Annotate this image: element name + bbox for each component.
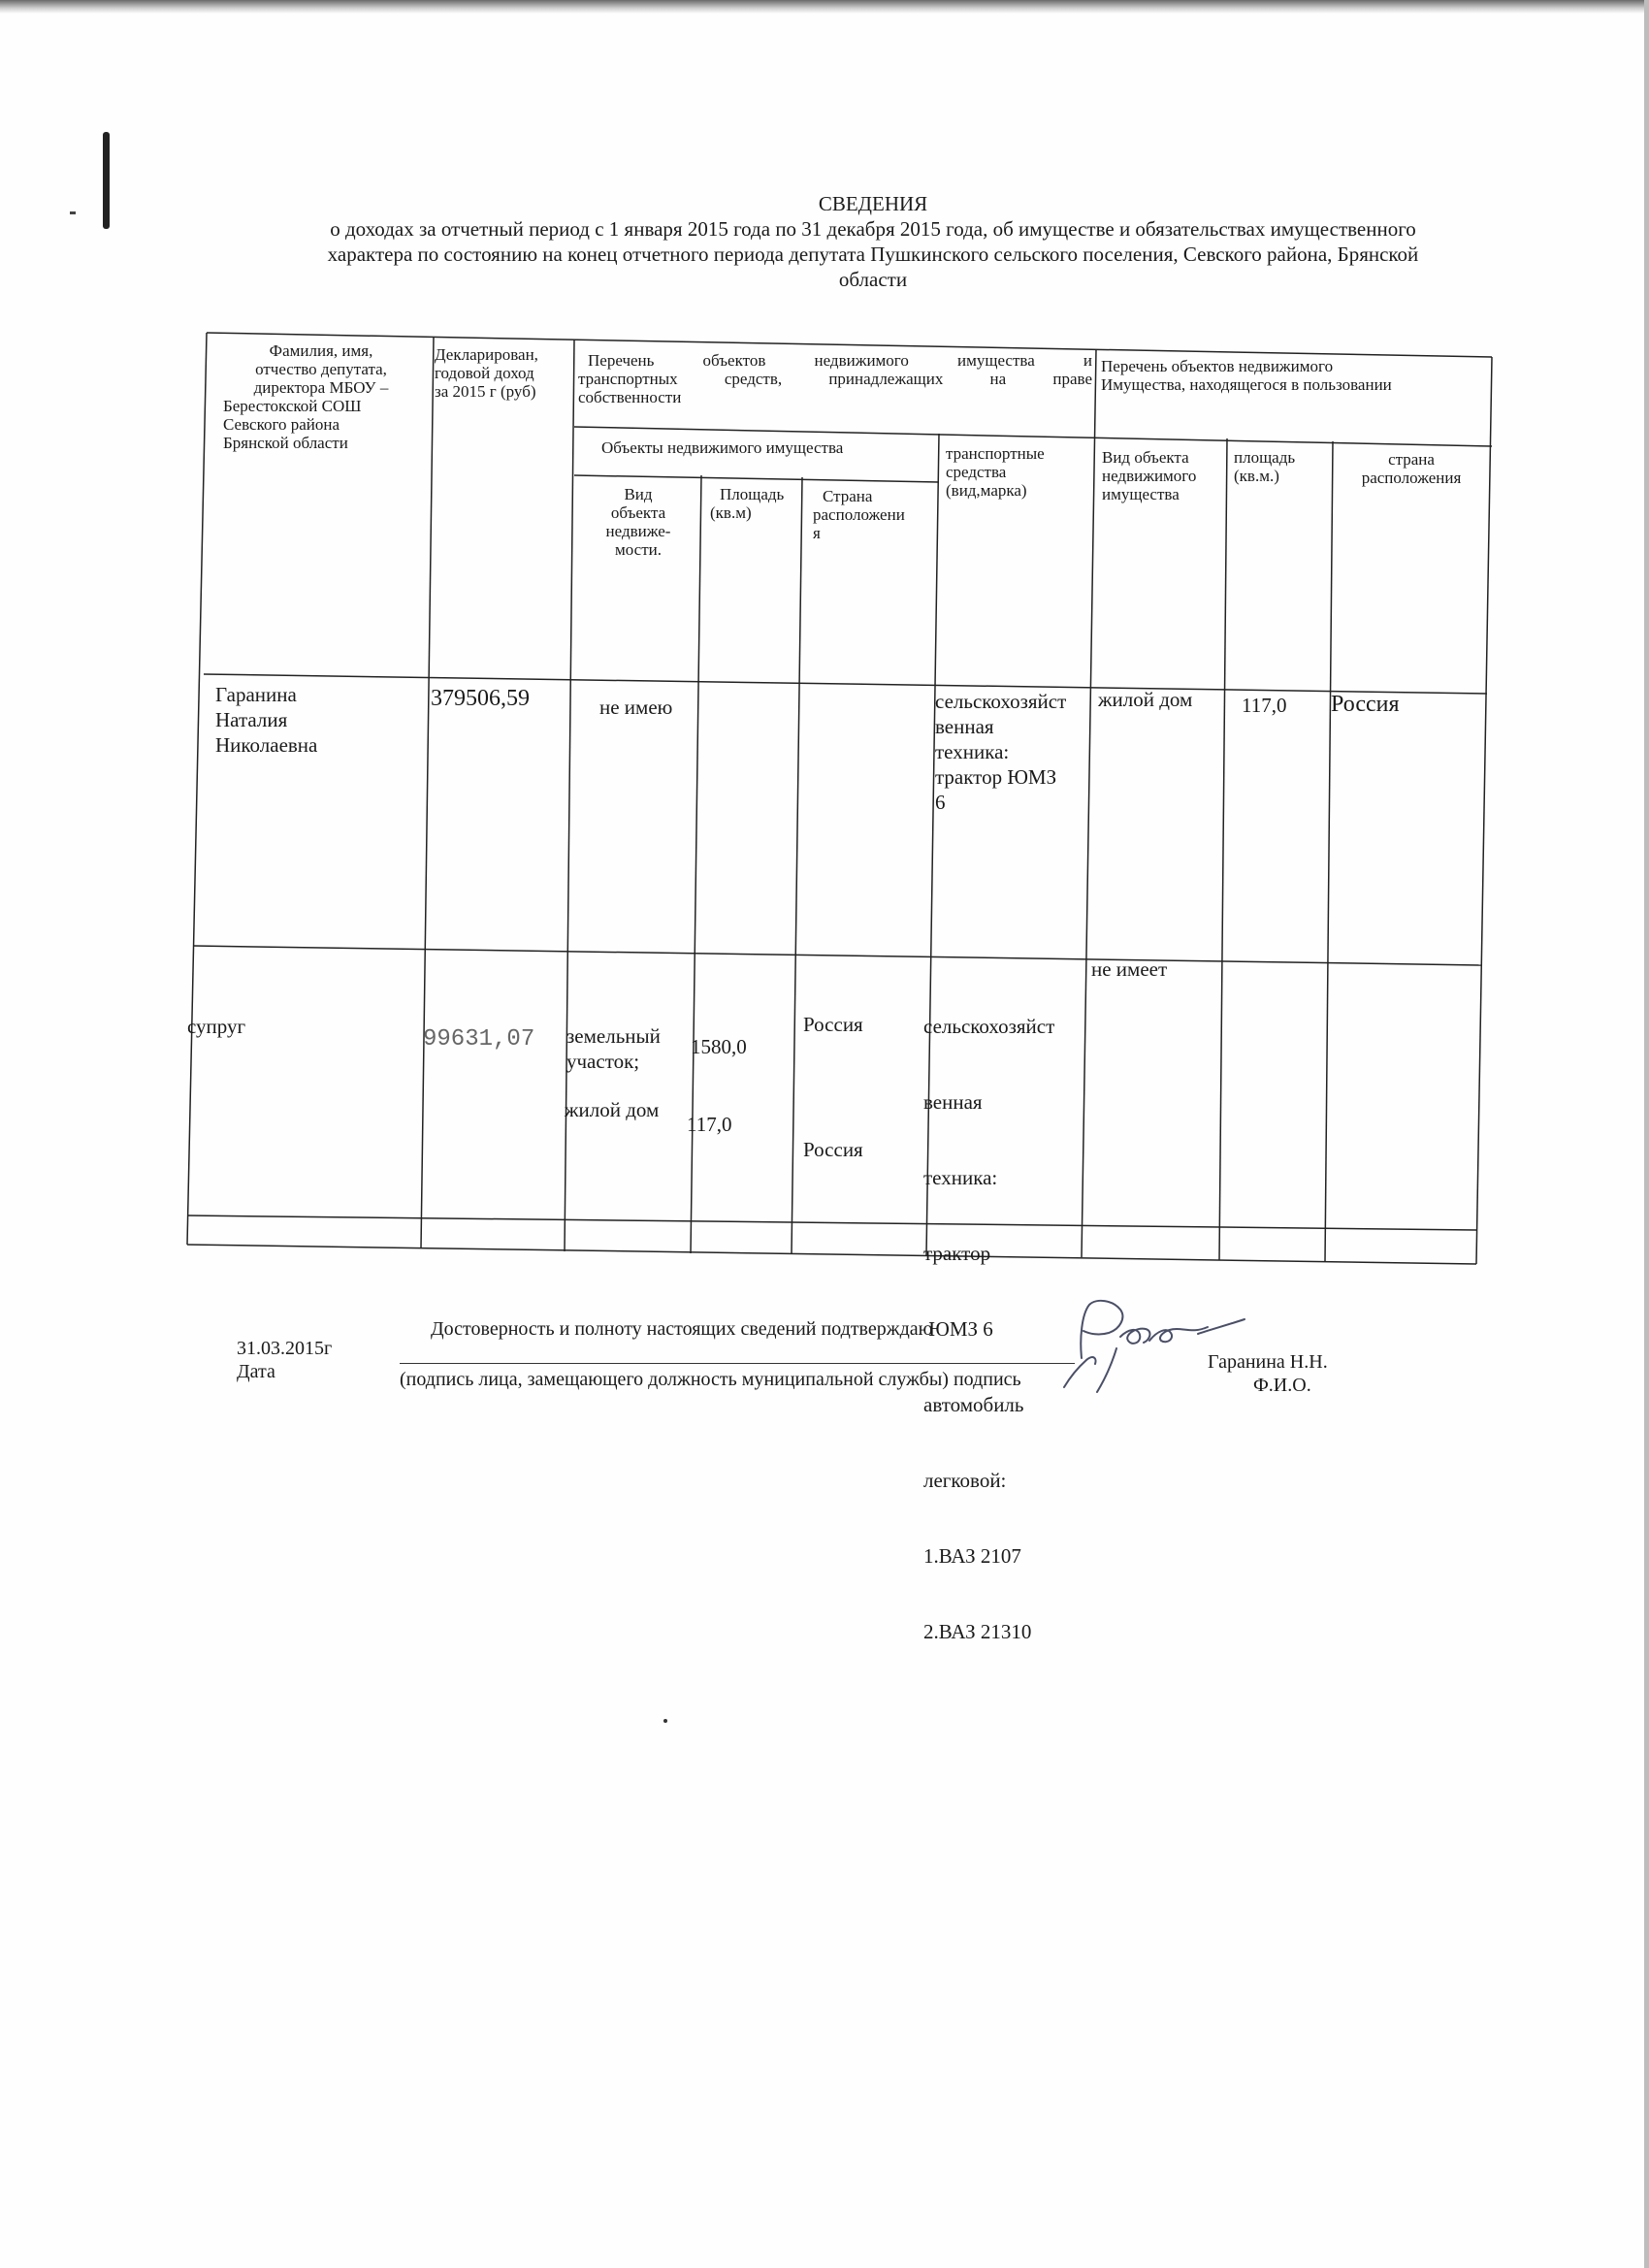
- header-income: [435, 345, 572, 401]
- row1-name-line: Наталия: [215, 708, 288, 731]
- header-name-line: отчество депутата,: [255, 360, 387, 378]
- col-line-8: [1325, 441, 1333, 1262]
- row2-transport-line: венная: [923, 1090, 983, 1114]
- header-transport-line: транспортные: [946, 444, 1045, 463]
- header-used-country-line: расположения: [1361, 469, 1462, 487]
- header-used-area-line: (кв.м.): [1234, 467, 1279, 485]
- footer-fio: Гаранина Н.Н.: [1208, 1351, 1328, 1373]
- row1-owned-type: не имею: [599, 696, 673, 719]
- row2-name: супруг: [187, 1015, 246, 1038]
- header-used-area-line: площадь: [1234, 448, 1296, 467]
- header-name-line: директора МБОУ –: [253, 378, 389, 397]
- handwritten-signature: [1052, 1290, 1256, 1397]
- table-bottom-line-2: [187, 1245, 1476, 1264]
- row2-owned-country-1: Россия: [803, 1013, 863, 1036]
- header-owned-line: Перечень объектов недвижимого имущества и: [588, 351, 1092, 370]
- header-owned-country-line: расположени: [813, 505, 905, 524]
- row1-transport-line: сельскохозяйст: [935, 690, 1067, 713]
- row1-income: 379506,59: [431, 686, 530, 711]
- row2-owned-type-line: участок;: [566, 1050, 640, 1073]
- table-bottom-line-1: [187, 1215, 1476, 1230]
- header-name-line: Фамилия, имя,: [269, 341, 373, 360]
- document-title: СВЕДЕНИЯ: [818, 192, 928, 215]
- document-subtitle-line-1: о доходах за отчетный период с 1 января 2015 года по 31 декабря 2015 года, об имуществе и обязательствах имущественного: [330, 217, 1416, 241]
- header-owned-type: [580, 485, 696, 559]
- header-used-country-line: страна: [1388, 450, 1435, 469]
- header-owned-area-line: Площадь: [720, 485, 785, 503]
- header-name-line: Брянской области: [223, 434, 348, 452]
- header-used-area: [1234, 448, 1331, 485]
- signature-line: [400, 1363, 1075, 1364]
- stray-dot: [663, 1719, 667, 1723]
- row1-transport-line: 6: [935, 791, 946, 814]
- row2-transport-line: трактор: [923, 1242, 991, 1265]
- row2-transport-line: техника:: [923, 1166, 998, 1189]
- header-used-type: [1102, 448, 1223, 503]
- header-used-line: Перечень объектов недвижимого: [1101, 357, 1334, 375]
- document-subtitle-line-2: характера по состоянию на конец отчетного периода депутата Пушкинского сельского поселения, Севского района, Брянской: [327, 243, 1419, 266]
- document-subtitle-line-3: области: [838, 268, 908, 291]
- header-used-type-line: недвижимого: [1102, 467, 1197, 485]
- row1-transport: [935, 689, 1090, 815]
- row2-owned-type-line: земельный: [566, 1024, 661, 1048]
- row2-transport-line: сельскохозяйст: [923, 1015, 1055, 1038]
- row2-owned-area-2: 117,0: [687, 1113, 732, 1136]
- binder-mark: [103, 132, 110, 229]
- header-used-type-line: имущества: [1102, 485, 1180, 503]
- row-separator: [194, 946, 1482, 965]
- header-transport-line: средства: [946, 463, 1007, 481]
- header-transport: [946, 444, 1091, 500]
- header-used-type-line: Вид объекта: [1102, 448, 1189, 467]
- header-name-line: Берестокской СОШ: [223, 397, 362, 415]
- row1-name-line: Гаранина: [215, 683, 297, 706]
- row2-owned-type-1: [566, 1023, 693, 1074]
- scan-top-edge: [0, 0, 1649, 14]
- scan-right-edge: [1644, 0, 1649, 2268]
- header-owned-line: собственности: [578, 388, 682, 406]
- row1-transport-line: венная: [935, 715, 994, 738]
- header-owned-area-line: (кв.м): [710, 503, 752, 522]
- header-realty-sub: Объекты недвижимого имущества: [601, 438, 844, 457]
- header-income-line: за 2015 г (руб): [435, 382, 536, 401]
- table-left-border: [187, 333, 207, 1245]
- header-name-line: Севского района: [223, 415, 340, 434]
- row2-owned-country-2: Россия: [803, 1138, 863, 1161]
- header-income-line: годовой доход: [435, 364, 534, 382]
- binder-dot: [70, 211, 76, 214]
- row1-used-type: жилой дом: [1098, 688, 1193, 711]
- row2-transport-line: 2.ВАЗ 21310: [923, 1620, 1032, 1643]
- row1-name-line: Николаевна: [215, 733, 318, 757]
- row2-used-type: не имеет: [1091, 957, 1168, 981]
- row1-used-area: 117,0: [1242, 694, 1287, 717]
- header-owned-country: [813, 487, 939, 542]
- row1-transport-line: трактор ЮМЗ: [935, 765, 1057, 789]
- col-line-1: [421, 337, 434, 1248]
- footer-fio-label: Ф.И.О.: [1253, 1375, 1311, 1396]
- row2-owned-type-2: жилой дом: [565, 1098, 660, 1121]
- row2-owned-area-1: 1580,0: [691, 1035, 747, 1058]
- header-name: [213, 341, 429, 452]
- header-used-country: [1339, 450, 1484, 487]
- table-right-border: [1476, 357, 1492, 1264]
- row2-transport-line: автомобиль: [923, 1393, 1024, 1416]
- header-used-line: Имущества, находящегося в пользовании: [1101, 375, 1392, 394]
- header-owned-type-line: объекта: [610, 503, 666, 522]
- row1-transport-line: техника:: [935, 740, 1010, 763]
- row2-income: 99631,07: [423, 1026, 535, 1053]
- footer-sign-caption: (подпись лица, замещающего должность муниципальной службы) подпись: [400, 1369, 1021, 1390]
- header-owned-area: [710, 485, 799, 522]
- row2-transport-line: 1.ВАЗ 2107: [923, 1544, 1021, 1568]
- col-line-7: [1219, 438, 1227, 1260]
- footer-confirm-text: Достоверность и полноту настоящих сведений подтверждаю: [431, 1318, 933, 1340]
- header-used-group: [1101, 357, 1489, 394]
- header-rule-2: [574, 475, 939, 482]
- header-owned-type-line: Вид: [624, 485, 653, 503]
- row2-transport-line: легковой:: [923, 1469, 1007, 1492]
- row2-transport-line: ЮМЗ 6: [923, 1317, 993, 1341]
- footer-date: 31.03.2015г: [237, 1338, 333, 1359]
- header-owned-type-line: недвиже-: [605, 522, 671, 540]
- col-line-5: [792, 477, 802, 1254]
- footer-date-label: Дата: [237, 1361, 275, 1382]
- header-owned-type-line: мости.: [614, 540, 662, 559]
- header-income-line: Декларирован,: [435, 345, 538, 364]
- row1-used-country: Россия: [1331, 692, 1400, 717]
- header-owned-country-line: Страна: [823, 487, 873, 505]
- header-transport-line: (вид,марка): [946, 481, 1027, 500]
- row1-name: [215, 682, 419, 758]
- header-owned-country-line: я: [813, 524, 821, 542]
- header-owned-line: транспортных средств, принадлежащих на праве: [578, 370, 1092, 388]
- header-owned-group: [578, 351, 1092, 406]
